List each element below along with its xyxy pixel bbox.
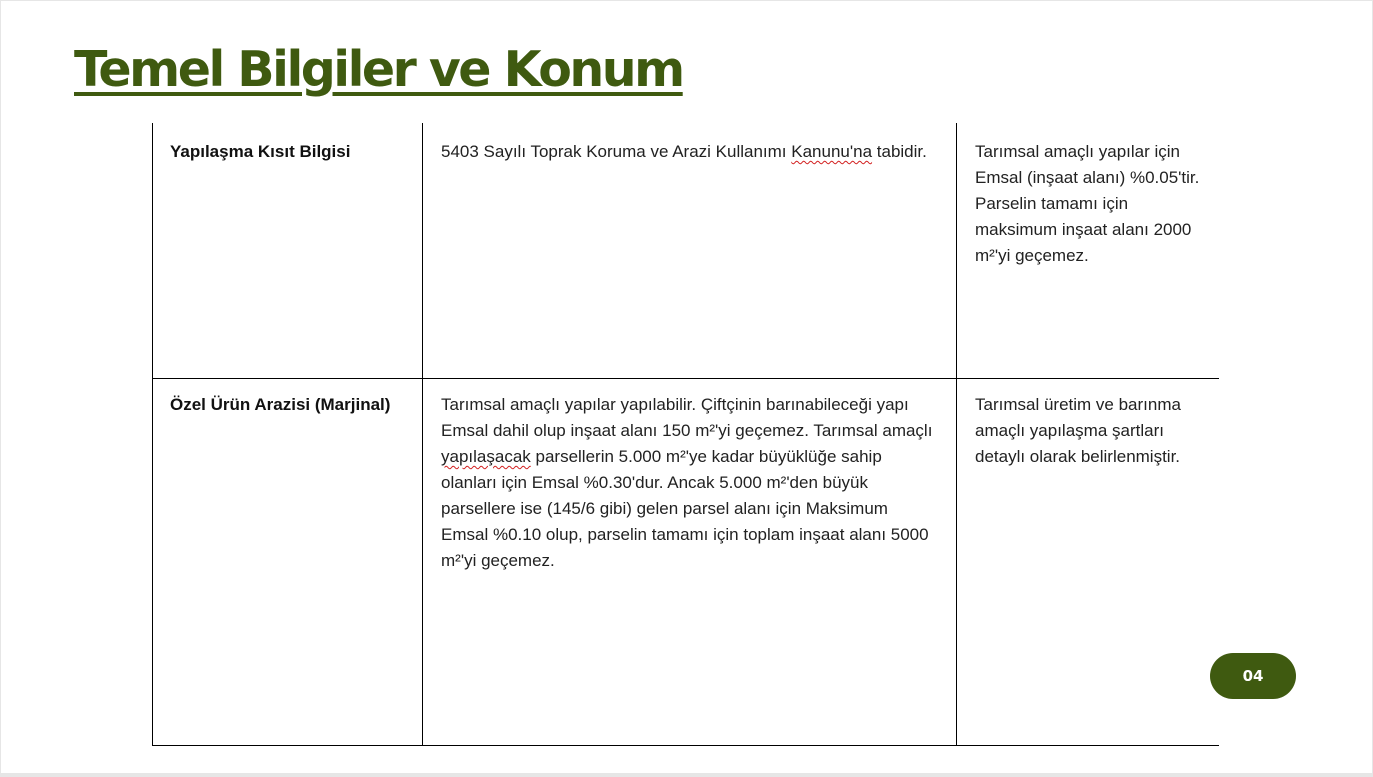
description-text: tabidir. <box>872 142 927 161</box>
row-heading: Yapılaşma Kısıt Bilgisi <box>153 123 423 378</box>
spellcheck-flagged-word: yapılaşacak <box>441 447 531 466</box>
description-text: parsellerin 5.000 m²'ye kadar büyüklüğe sahip olanları için Emsal %0.30'dur. Ancak 5.000 m²'den büyük parsellere ise (145/6 gibi) gelen parsel alanı için Maksimum Emsal %0.10 olup, parselin tamamı için toplam inşaat alanı 5000 m²'yi geçemez. <box>441 447 929 570</box>
row-note: Tarımsal amaçlı yapılar için Emsal (inşaat alanı) %0.05'tir. Parselin tamamı için maksimum inşaat alanı 2000 m²'yi geçemez. <box>975 142 1200 265</box>
table-row <box>153 123 1219 379</box>
page-number-badge: 04 <box>1210 653 1296 699</box>
row-description <box>423 379 957 745</box>
spellcheck-flagged-word: Kanunu'na <box>791 142 873 161</box>
row-heading: Özel Ürün Arazisi (Marjinal) <box>153 379 423 745</box>
description-text: Tarımsal amaçlı yapılar yapılabilir. Çiftçinin barınabileceği yapı Emsal dahil olup inşaat alanı 150 m²'yi geçemez. Tarımsal amaçlı <box>441 395 933 440</box>
row-description <box>423 123 957 378</box>
slide-title: Temel Bilgiler ve Konum <box>74 41 683 98</box>
description-text: 5403 Sayılı Toprak Koruma ve Arazi Kullanımı <box>441 142 792 161</box>
slide <box>1 1 1372 773</box>
info-table <box>152 123 1219 746</box>
row-note: Tarımsal üretim ve barınma amaçlı yapılaşma şartları detaylı olarak belirlenmiştir. <box>975 395 1181 466</box>
table-row <box>153 379 1219 745</box>
